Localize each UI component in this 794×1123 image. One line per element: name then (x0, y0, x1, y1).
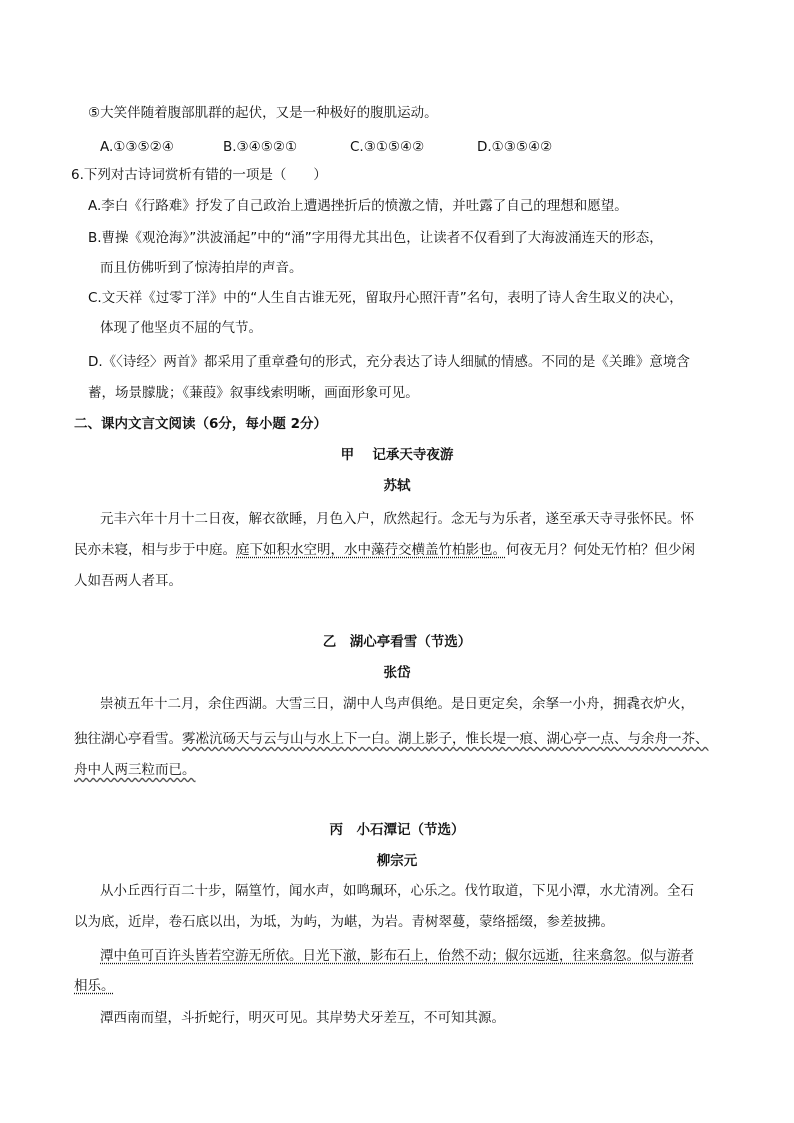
passage-yi-author: 张岱 (383, 665, 411, 681)
passage-jia-author: 苏轼 (383, 478, 411, 494)
text: 何夜无月？何处无竹柏？但少闲 (506, 542, 695, 558)
question-6-option-d-line2: 蓄，场景朦胧；《蒹葭》叙事线索明晰，画面形象可见。 (88, 385, 419, 401)
question-6-option-b-line1: B.曹操《观沧海》”洪波涌起”中的“涌”字用得尤其出色，让读者不仅看到了大海波涌连天的形态， (88, 230, 663, 246)
question-6-option-c-line2: 体现了他坚贞不屈的气节。 (100, 320, 262, 336)
passage-bing-author: 柳宗元 (376, 853, 418, 869)
passage-jia-line3: 人如吾两人者耳。 (74, 573, 182, 589)
section-2-heading: 二、课内文言文阅读（6分，每小题 2分） (74, 416, 327, 432)
passage-bing-line2: 以为底，近岸，卷石底以出，为坻，为屿，为嵁，为岩。青树翠蔓，蒙络摇缀，参差披拂。 (74, 914, 614, 930)
question-6-stem: 6.下列对古诗词赏析有错的一项是（ ） (71, 167, 327, 183)
passage-bing-line3 (100, 947, 694, 965)
text: 独往湖心亭看雪。 (74, 731, 182, 747)
passage-bing-line4 (74, 977, 115, 995)
underlined-sentence: 雾凇沆砀天与云与山与水上下一白。湖上影子，惟长堤一痕、湖心亭一点、与余舟一芥、 (182, 731, 709, 747)
passage-jia-line1: 元丰六年十月十二日夜，解衣欲睡，月色入户，欣然起行。念无与为乐者，遂至承天寺寻张怀民。怀 (100, 511, 694, 527)
text: 民亦未寝，相与步于中庭。 (74, 542, 236, 558)
option-c: C.③①⑤④② (350, 139, 425, 155)
passage-yi-line3 (74, 761, 196, 779)
option-a: A.①③⑤②④ (100, 139, 174, 155)
passage-bing-line5: 潭西南而望，斗折蛇行，明灭可见。其岸势犬牙差互，不可知其源。 (100, 1010, 505, 1026)
passage-bing-title: 丙 小石潭记（节选） (329, 822, 465, 838)
passage-yi-line2 (74, 730, 709, 748)
underlined-sentence: 相乐。 (74, 978, 115, 994)
option-b: B.③④⑤②① (223, 139, 298, 155)
underlined-sentence: 潭中鱼可百许头皆若空游无所依。日光下澈，影布石上，佁然不动；俶尔远逝，往来翕忽。似与游者 (100, 948, 694, 964)
underlined-sentence: 舟中人两三粒而已。 (74, 762, 196, 778)
question-5-item-5: ⑤大笑伴随着腹部肌群的起伏，又是一种极好的腹肌运动。 (88, 105, 438, 121)
passage-bing-line1: 从小丘西行百二十步，隔篁竹，闻水声，如鸣珮环，心乐之。伐竹取道，下见小潭，水尤清冽。全石 (100, 883, 694, 899)
question-6-option-d-line1: D.《〈诗经〉两首》都采用了重章叠句的形式，充分表达了诗人细腻的情感。不同的是《关雎》意境含 (88, 354, 690, 370)
passage-yi-title: 乙 湖心亭看雪（节选） (322, 634, 472, 650)
underlined-sentence: 庭下如积水空明，水中藻荇交横盖竹柏影也。 (236, 542, 506, 558)
passage-jia-title: 甲 记承天寺夜游 (340, 447, 454, 463)
question-6-option-c-line1: C.文天祥《过零丁洋》中的“人生自古谁无死，留取丹心照汗青”名句，表明了诗人舍生取义的决心， (88, 290, 683, 306)
passage-jia-line2 (74, 541, 695, 559)
question-5-options (100, 138, 552, 156)
passage-yi-line1: 崇祯五年十二月，余住西湖。大雪三日，湖中人鸟声俱绝。是日更定矣，余拏一小舟，拥毳衣炉火， (100, 696, 694, 712)
question-6-option-b-line2: 而且仿佛听到了惊涛拍岸的声音。 (100, 260, 303, 276)
question-6-option-a: A.李白《行路难》抒发了自己政治上遭遇挫折后的愤激之情，并吐露了自己的理想和愿望。 (88, 198, 628, 214)
option-d: D.①③⑤④② (477, 139, 553, 155)
